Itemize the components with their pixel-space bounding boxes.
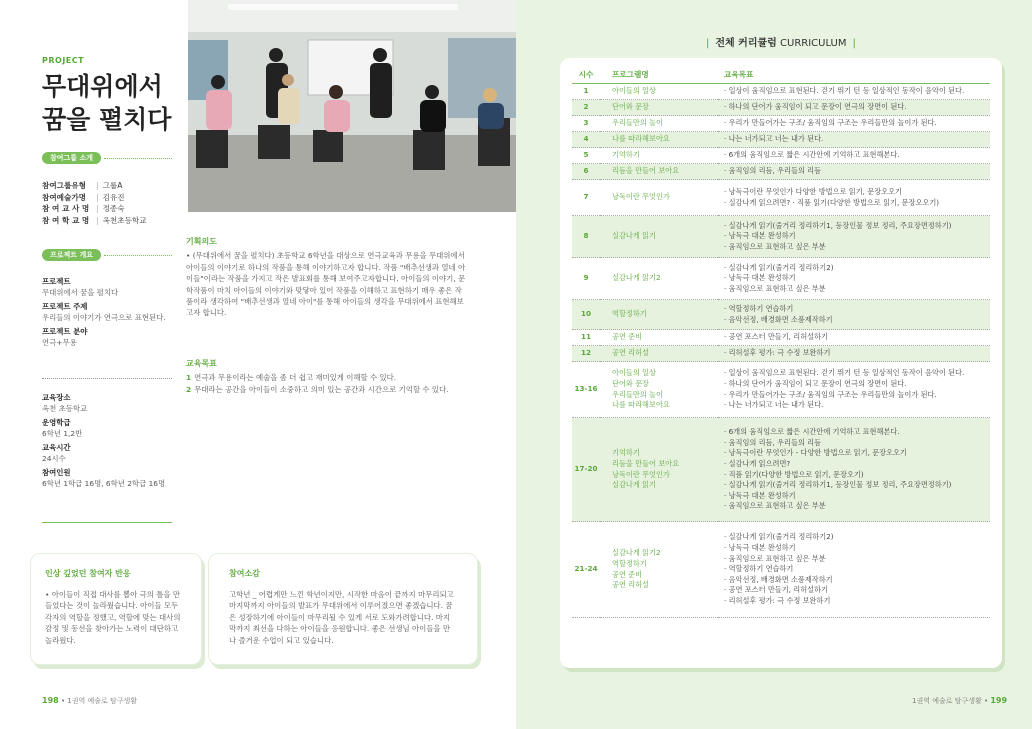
- row-program: [600, 522, 718, 618]
- row-program: [600, 164, 718, 180]
- table-row: [572, 346, 990, 362]
- row-hours: 6: [572, 164, 600, 180]
- table-row: [572, 148, 990, 164]
- program-name: 공연 리허설: [612, 348, 650, 358]
- curriculum-title: | 전체 커리큘럼 CURRICULUM |: [706, 38, 856, 49]
- planning-section: [186, 236, 466, 319]
- row-program: [600, 84, 718, 100]
- row-program: [600, 100, 718, 116]
- program-name: 실감나게 읽기: [612, 231, 656, 241]
- program-name: 리듬을 만들어 보아요: [612, 458, 680, 468]
- program-name: 낭독이란 무엇인가: [612, 192, 670, 202]
- table-header-row: [572, 64, 990, 84]
- row-goal: [718, 132, 990, 148]
- row-hours: 2: [572, 100, 600, 116]
- program-name: 공연 준비: [612, 569, 643, 579]
- program-name: 나를 따라해보아요: [612, 400, 670, 410]
- review-title: 참여소감: [229, 569, 260, 578]
- program-name: 단어와 문장: [612, 378, 650, 388]
- goal-line: · 움직임으로 표현하고 싶은 부분: [724, 283, 826, 293]
- goal-line: · 역할정하기 연습하기: [724, 564, 794, 574]
- row-hours: 1: [572, 84, 600, 100]
- table-row: [572, 330, 990, 346]
- row-hours: 10: [572, 300, 600, 330]
- goal-line: · 낭독극이란 무엇인가 다양한 방법으로 읽기, 문장오오기: [724, 186, 902, 196]
- table-row: [572, 300, 990, 330]
- planning-text: • (무대위에서 꿈을 펼치다) 초등학교 6학년을 대상으로 연극교육과 무용을 무대위에서 아이들의 이야기로 하나의 작품을 통해 이야기하고자 합니다. 작품 "배추선생과 열네 아이들"이라는 작품을 가지고 작은 발표회를 통해 보여주고자합니다. 아이들의 이야기, 문학작품이 마치 아이들의 이야기와 맞닿아 있어 작품을 이해하고 표현하기 매우 좋은 작품이라 생각하여 "배추선생과 열네 아이"를 통해 아이들의 생각을 무대위에서 표현해보고자 합니다.: [186, 251, 466, 318]
- row-hours: 4: [572, 132, 600, 148]
- footer-right: [912, 696, 1007, 706]
- row-goal: [718, 258, 990, 300]
- goal-line: · 실감나게 읽기(줄거리 정리하기1, 등장인물 정보 정리, 주요장면정하기): [724, 480, 952, 490]
- row-program: [600, 300, 718, 330]
- page-title: [42, 70, 192, 136]
- row-program: [600, 258, 718, 300]
- program-name: 우리들만의 놀이: [612, 389, 663, 399]
- table-row: [572, 116, 990, 132]
- table-row: [572, 216, 990, 258]
- goal-line: · 우리가 만들어가는 구조/ 움직임의 구조는 우리들만의 놀이가 된다.: [724, 118, 937, 128]
- program-name: 우리들만의 놀이: [612, 118, 663, 128]
- overview-section-header: [42, 249, 172, 261]
- goal-line: · 리허설후 평가: 극 수정 보완하기: [724, 595, 831, 605]
- table-row: [572, 84, 990, 100]
- goal-line: · 움직임으로 표현하고 싶은 부분: [724, 241, 826, 251]
- goal-line: · 6개의 움직임으로 짧은 시간안에 기억하고 표현해본다.: [724, 150, 900, 160]
- page-number: 198: [42, 696, 59, 705]
- group-info: [42, 180, 147, 226]
- row-hours: 17-20: [572, 418, 600, 522]
- row-hours: 13-16: [572, 362, 600, 418]
- row-hours: 5: [572, 148, 600, 164]
- group-row: 참여그룹유형 | 그룹A: [42, 181, 123, 190]
- goal-line: · 낭독극 대본 완성하기: [724, 490, 796, 500]
- program-name: 아이들의 일상: [612, 86, 656, 96]
- row-goal: [718, 330, 990, 346]
- col-header-goal: 교육목표: [718, 64, 990, 84]
- program-name: 역할정하기: [612, 558, 647, 568]
- row-hours: 8: [572, 216, 600, 258]
- goal-line: · 직품 읽기(다양한 방법으로 읽기, 문장오기): [724, 469, 864, 479]
- goal-line: · 실감나게 읽으려면? · 직품 읽기(다양한 방법으로 읽기, 문장오오기): [724, 197, 940, 207]
- goal-line: · 낭독극 대본 완성하기: [724, 273, 796, 283]
- table-row: [572, 258, 990, 300]
- program-name: 기억하기: [612, 448, 640, 458]
- goal-line: · 실감나게 읽기(줄거리 정리하기2): [724, 262, 834, 272]
- row-goal: [718, 180, 990, 216]
- goal-item: 2 무대라는 공간을 아이들이 소중하고 의미 있는 공간과 시간으로 기억할 수 있다.: [186, 384, 449, 394]
- goals-title: 교육목표: [186, 359, 217, 368]
- program-name: 공연 리허설: [612, 580, 650, 590]
- table-row: [572, 522, 990, 618]
- title-line-2: 꿈을 펼치다: [42, 105, 172, 134]
- goal-line: · 우리가 만들어가는 구조/ 움직임의 구조는 우리들만의 놀이가 된다.: [724, 389, 937, 399]
- row-goal: [718, 346, 990, 362]
- goal-line: · 음악선정, 배경화면 소품제작하기: [724, 574, 833, 584]
- goal-line: · 음악선정, 배경화면 소품제작하기: [724, 314, 833, 324]
- group-row: 참 여 교 사 명 | 정종숙: [42, 204, 125, 213]
- goal-line: · 낭독극 대본 완성하기: [724, 543, 796, 553]
- goal-line: · 리허설후 평가: 극 수정 보완하기: [724, 348, 831, 358]
- row-program: [600, 132, 718, 148]
- review-text: 고학년 _ 어렵게만 느낀 학년이지만, 시작한 마음이 끝까지 마무리되고 마지막까지 아이들의 발표가 무대위에서 이루어졌으면 좋겠습니다. 꿈은 성장하기에 아이들이 마무리될 수 있게 서로 도와가려합니다. 마지막까지 최선을 다하는 아이들을 응원합니다. 좋은 선생님 아이들을 만나 즐거운 수업이 되고 있습니다.: [229, 590, 454, 645]
- class-info: 교육장소 옥천 초등학교 운영학급 6학년 1,2반 교육시간 24시수 참여인원 6학년 1학급 16명, 6학년 2학급 16명: [42, 393, 166, 488]
- row-goal: [718, 362, 990, 418]
- program-name: 역할정하기: [612, 309, 647, 319]
- program-name: 나를 따라해보아요: [612, 134, 670, 144]
- row-hours: 9: [572, 258, 600, 300]
- group-row: 참여예술가명 | 김유진: [42, 192, 125, 202]
- row-program: [600, 418, 718, 522]
- row-goal: [718, 116, 990, 132]
- divider: [42, 522, 172, 523]
- page-number: 199: [990, 696, 1008, 705]
- table-row: [572, 362, 990, 418]
- goal-item: 1 연극과 무용이라는 예술을 좀 더 쉽고 재미있게 이해할 수 있다.: [186, 373, 397, 383]
- planning-title: 기획의도: [186, 237, 217, 246]
- goal-line: · 낭독극이란 무엇인가 - 다양한 방법으로 읽기, 문장오오기: [724, 448, 907, 458]
- class-photo: [188, 0, 516, 212]
- program-name: 아이들의 일상: [612, 368, 656, 378]
- row-goal: [718, 148, 990, 164]
- program-name: 실감나게 읽기2: [612, 548, 661, 558]
- row-program: [600, 148, 718, 164]
- program-name: 리듬을 만들어 보아요: [612, 166, 680, 176]
- table-row: [572, 180, 990, 216]
- group-pill: 참여그룹 소개: [42, 152, 101, 164]
- program-name: 실감나게 읽기: [612, 480, 656, 490]
- class-photo-illustration: [188, 0, 516, 212]
- overview-info: 프로젝트 무대위에서 꿈을 펼치다 프로젝트 주제 우리들의 이야기가 연극으로 표현된다. 프로젝트 분야 연극+무용: [42, 277, 166, 347]
- row-program: [600, 346, 718, 362]
- goal-line: · 일상이 움직임으로 표현된다. 걷기 뛰기 턴 등 일상적인 동작이 음악이 된다.: [724, 368, 965, 378]
- footer-left: [42, 696, 137, 706]
- overview-pill: 프로젝트 개요: [42, 249, 101, 261]
- row-goal: [718, 164, 990, 180]
- goal-line: · 나는 너가되고 너는 내가 된다.: [724, 134, 824, 144]
- row-goal: [718, 300, 990, 330]
- row-goal: [718, 100, 990, 116]
- curriculum-table: [572, 64, 990, 618]
- goal-line: · 움직임의 리듬, 우리들의 리듬: [724, 166, 822, 176]
- goal-line: · 실감나게 읽으려면?: [724, 458, 791, 468]
- curriculum-panel: [560, 58, 1002, 668]
- goal-line: · 움직임으로 표현하고 싶은 부분: [724, 501, 826, 511]
- footer-text: 1권역 예술로 탐구생활 •: [912, 697, 989, 705]
- footer-text: • 1권역 예술로 탐구생활: [60, 697, 138, 705]
- title-line-1: 무대위에서: [42, 72, 163, 101]
- goal-line: · 6개의 움직임으로 짧은 시간안에 기억하고 표현해본다.: [724, 427, 900, 437]
- row-hours: 12: [572, 346, 600, 362]
- table-row: [572, 418, 990, 522]
- table-row: [572, 132, 990, 148]
- row-program: [600, 116, 718, 132]
- program-name: 단어와 문장: [612, 102, 650, 112]
- project-label: PROJECT: [42, 56, 85, 65]
- review-box: [208, 553, 478, 665]
- goal-line: · 실감나게 읽기(줄거리 정리하기1, 등장인물 정보 정리, 주요장면정하기): [724, 220, 952, 230]
- row-program: [600, 216, 718, 258]
- program-name: 기억하기: [612, 150, 640, 160]
- row-goal: [718, 216, 990, 258]
- row-program: [600, 180, 718, 216]
- table-row: [572, 164, 990, 180]
- response-text: • 아이들이 직접 대사를 뽑아 극의 틀을 만들었다는 것이 놀라웠습니다. 아이들 모두 각자의 역할을 정했고, 역할에 맞는 대사의 감정 및 동선을 찾아가는 노력이 대단하고 놀라웠다.: [45, 590, 181, 645]
- goal-line: · 공연 포스터 만들기, 리허설하기: [724, 332, 828, 342]
- program-name: 낭독이란 무엇인가: [612, 469, 670, 479]
- goal-line: · 일상이 움직임으로 표현된다. 걷기 뛰기 턴 등 일상적인 동작이 음악이 된다.: [724, 86, 965, 96]
- goal-line: · 낭독극 대본 완성하기: [724, 231, 796, 241]
- row-hours: 3: [572, 116, 600, 132]
- row-goal: [718, 84, 990, 100]
- row-hours: 21-24: [572, 522, 600, 618]
- row-goal: [718, 522, 990, 618]
- col-header-hours: 시수: [572, 64, 600, 84]
- table-row: [572, 100, 990, 116]
- goal-line: · 역할정하기 연습하기: [724, 303, 794, 313]
- row-hours: 11: [572, 330, 600, 346]
- goal-line: · 나는 너가되고 너는 내가 된다.: [724, 400, 824, 410]
- col-header-program: 프로그램명: [600, 64, 718, 84]
- program-name: 실감나게 읽기2: [612, 273, 661, 283]
- row-program: [600, 330, 718, 346]
- row-hours: 7: [572, 180, 600, 216]
- response-box: [30, 553, 202, 665]
- group-row: 참 여 학 교 명 | 옥천초등학교: [42, 215, 147, 225]
- row-goal: [718, 418, 990, 522]
- goals-section: [186, 358, 466, 395]
- goal-line: · 움직임으로 표현하고 싶은 부분: [724, 553, 826, 563]
- goal-line: · 움직임의 리듬, 우리들의 리듬: [724, 437, 822, 447]
- goal-line: · 실감나게 읽기(줄거리 정리하기2): [724, 532, 834, 542]
- group-section-header: [42, 152, 172, 164]
- program-name: 공연 준비: [612, 332, 643, 342]
- divider: [42, 378, 172, 379]
- goal-line: · 하나의 단어가 움직임이 되고 문장이 연극의 장면이 된다.: [724, 102, 907, 112]
- response-title: 인상 깊었던 참여자 반응: [45, 569, 131, 578]
- goal-line: · 하나의 단어가 움직임이 되고 문장이 연극의 장면이 된다.: [724, 378, 907, 388]
- row-program: [600, 362, 718, 418]
- goal-line: · 공연 포스터 만들기, 리허설하기: [724, 585, 828, 595]
